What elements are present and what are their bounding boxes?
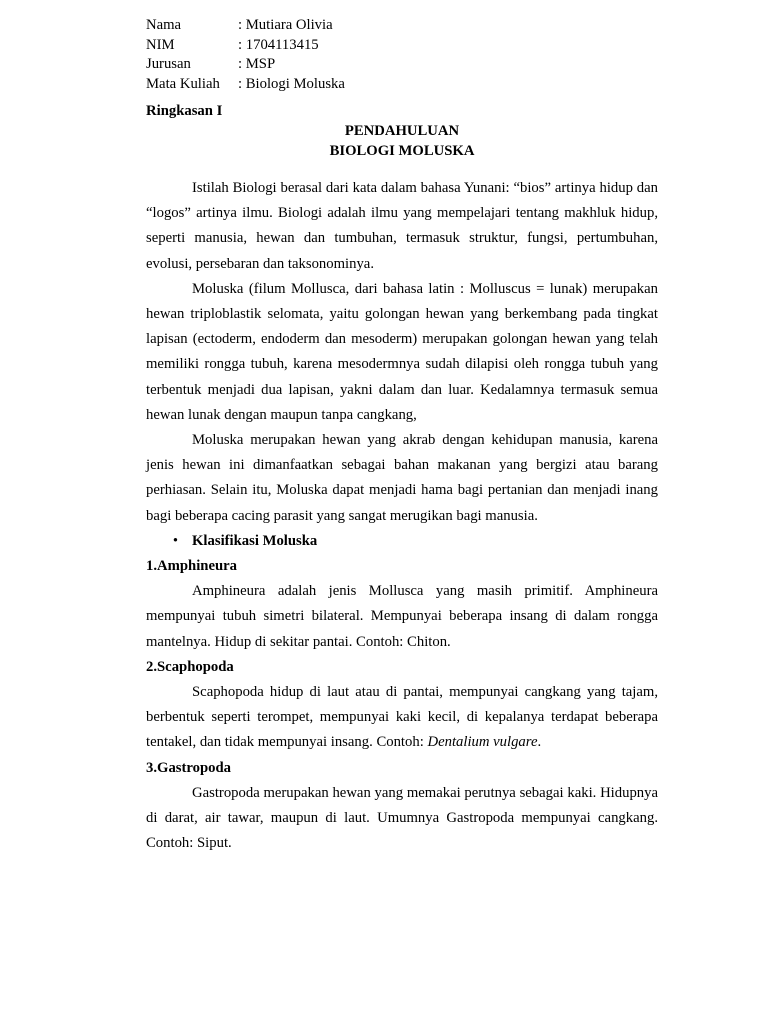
info-key: Mata Kuliah — [146, 75, 220, 92]
info-row-nim — [146, 36, 345, 56]
paragraph-scaphopoda-tail: . — [537, 734, 542, 751]
paragraph-amphineura: Amphineura adalah jenis Mollusca yang masih primitif. Amphineura mempunyai tubuh simetri bilateral. Mempunyai beberapa insang di dalam rongga mantelnya. Hidup di sekitar pantai. Contoh: Chiton. — [146, 583, 658, 650]
bullet-item — [146, 529, 658, 554]
info-key: Nama — [146, 17, 182, 33]
document-body — [146, 176, 658, 856]
subheading-scaphopoda: 2.Scaphopoda — [146, 658, 234, 675]
info-value: : Mutiara Olivia — [238, 17, 333, 33]
bullet-icon: • — [172, 532, 178, 549]
species-name: Dentalium vulgare — [427, 734, 538, 751]
subheading-amphineura: 1.Amphineura — [146, 558, 237, 575]
section-heading: Ringkasan I — [146, 103, 223, 119]
paragraph-3: Moluska merupakan hewan yang akrab dengan kehidupan manusia, karena jenis hewan ini dimanfaatkan sebagai bahan makanan yang bergizi atau barang perhiasan. Selain itu, Moluska dapat menjadi hama bagi pertanian dan menjadi inang bagi beberapa cacing parasit yang sangat merugikan bagi manusia. — [146, 432, 658, 524]
info-key: NIM — [146, 36, 175, 53]
info-key: Jurusan — [146, 56, 191, 72]
info-value: : 1704113415 — [238, 36, 319, 53]
info-value: : Biologi Moluska — [238, 75, 345, 92]
info-row-mata-kuliah — [146, 75, 345, 95]
info-row-jurusan — [146, 55, 345, 75]
title-line-2: BIOLOGI MOLUSKA — [329, 143, 475, 159]
paragraph-scaphopoda-text: Scaphopoda hidup di laut atau di pantai, mempunyai cangkang yang tajam, berbentuk seperti terompet, mempunyai kaki kecil, di kepalanya terdapat beberapa tentakel, dan tidak mempunyai insang. Contoh: — [146, 684, 658, 751]
subheading-gastropoda: 3.Gastropoda — [146, 759, 232, 776]
info-value: : MSP — [238, 56, 276, 72]
paragraph-scaphopoda — [146, 680, 658, 756]
paragraph-1: Istilah Biologi berasal dari kata dalam bahasa Yunani: “bios” artinya hidup dan “logos” artinya ilmu. Biologi adalah ilmu yang mempelajari tentang makhluk hidup, seperti manusia, hewan dan tumbuhan, termasuk struktur, fungsi, pertumbuhan, evolusi, persebaran dan taksonominya. — [146, 180, 658, 272]
bullet-label: Klasifikasi Moluska — [192, 532, 318, 549]
info-row-nama — [146, 16, 345, 36]
student-info — [146, 16, 345, 94]
paragraph-gastropoda: Gastropoda merupakan hewan yang memakai perutnya sebagai kaki. Hidupnya di darat, air tawar, maupun di laut. Umumnya Gastropoda mempunyai cangkang. Contoh: Siput. — [146, 784, 658, 852]
paragraph-2: Moluska (filum Mollusca, dari bahasa latin : Molluscus = lunak) merupakan hewan triploblastik selomata, yaitu golongan hewan yang berkembang pada tingkat lapisan (ectoderm, endoderm dan mesoderm) merupakan golongan hewan yang telah memiliki rongga tubuh, karena mesodermnya sudah dilapisi oleh rongga tubuh yang terbentuk menjadi dua lapisan, yakni dalam dan luar. Kedalamnya termasuk semua hewan lunak dengan maupun tanpa cangkang, — [146, 280, 658, 423]
title-line-1: PENDAHULUAN — [344, 123, 460, 139]
